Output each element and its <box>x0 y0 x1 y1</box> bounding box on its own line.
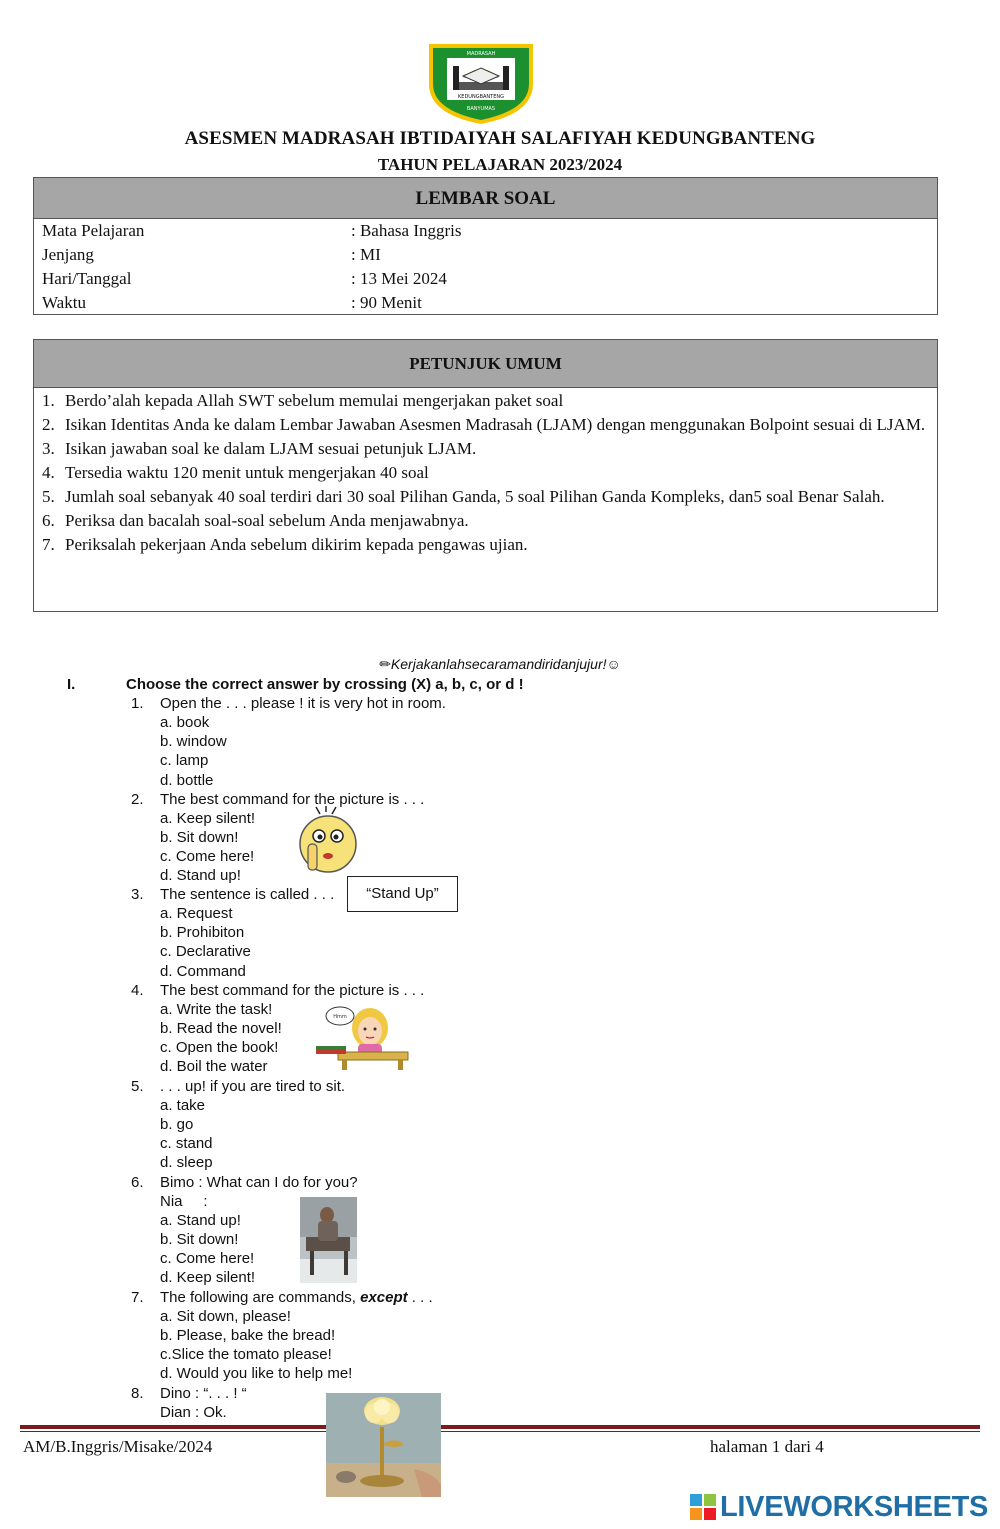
dialog-line: Dian : Ok. <box>160 1404 227 1421</box>
answer-option[interactable]: b. Sit down! <box>160 829 239 846</box>
info-value: : Bahasa Inggris <box>351 221 462 240</box>
answer-option[interactable]: d. sleep <box>160 1154 213 1171</box>
answer-option[interactable]: a. take <box>160 1097 206 1114</box>
lembar-soal-box <box>33 177 938 315</box>
rule-text: Isikan jawaban soal ke dalam LJAM sesuai petunjuk LJAM. <box>65 439 477 458</box>
answer-option[interactable]: a. book <box>160 714 210 731</box>
answer-option[interactable]: b. Sit down! <box>160 1231 239 1248</box>
rule-item <box>34 437 937 461</box>
motto: ✏Kerjakanlahsecaramandiridanjujur!☺ <box>379 656 621 672</box>
question-stem: . . . up! if you are tired to sit. <box>160 1078 346 1095</box>
rule-number: 1. <box>42 391 55 410</box>
answer-option[interactable]: d. bottle <box>160 772 214 789</box>
question-stem: The sentence is called . . . <box>160 886 335 903</box>
stem-text: The following are commands, <box>160 1289 361 1306</box>
section-number: I. <box>67 676 76 693</box>
liveworksheets-logo-icon <box>690 1494 716 1520</box>
rule-number: 4. <box>42 463 55 482</box>
footer-code: AM/B.Inggris/Misake/2024 <box>23 1437 213 1456</box>
stem-emphasis: except <box>360 1289 408 1306</box>
page-number: halaman 1 dari 4 <box>710 1437 824 1456</box>
question-stem: The best command for the picture is . . . <box>160 791 425 808</box>
answer-option[interactable]: b. Prohibiton <box>160 924 245 941</box>
answer-option[interactable]: c. Open the book! <box>160 1039 279 1056</box>
lembar-soal-heading: LEMBAR SOAL <box>34 178 937 219</box>
question-number: 5. <box>131 1078 144 1095</box>
section-title: Choose the correct answer by crossing (X) a, b, c, or d ! <box>126 676 524 693</box>
info-row <box>34 267 937 291</box>
question-stem <box>160 1288 433 1307</box>
answer-option[interactable]: d. Command <box>160 963 246 980</box>
question-number: 6. <box>131 1174 144 1191</box>
question-number: 2. <box>131 791 144 808</box>
info-key: Mata Pelajaran <box>42 221 145 240</box>
stem-text: . . . <box>407 1289 433 1306</box>
rule-text: Isikan Identitas Anda ke dalam Lembar Jawaban Asesmen Madrasah (LJAM) dengan menggunakan Bolpoint sesuai di LJAM. <box>65 415 926 434</box>
answer-option[interactable]: c. Declarative <box>160 943 251 960</box>
answer-option[interactable]: d. Boil the water <box>160 1058 268 1075</box>
rule-item <box>34 461 937 485</box>
liveworksheets-text: LIVEWORKSHEETS <box>720 1490 989 1523</box>
liveworksheets-watermark <box>690 1490 988 1524</box>
rule-number: 2. <box>42 415 55 434</box>
person-photo <box>300 1197 357 1283</box>
question-number: 8. <box>131 1385 144 1402</box>
stand-up-box: “Stand Up” <box>347 876 458 912</box>
petunjuk-umum-box <box>33 339 938 612</box>
answer-option[interactable]: b. Please, bake the bread! <box>160 1327 336 1344</box>
rule-number: 7. <box>42 535 55 554</box>
rule-number: 3. <box>42 439 55 458</box>
rule-text: Jumlah soal sebanyak 40 soal terdiri dari 30 soal Pilihan Ganda, 5 soal Pilihan Ganda Kompleks, dan5 soal Benar Salah. <box>65 487 885 506</box>
answer-option[interactable]: a. Keep silent! <box>160 810 256 827</box>
info-row <box>34 243 937 267</box>
crest-text-top: MADRASAH <box>466 51 496 57</box>
info-value: : 90 Menit <box>351 293 422 312</box>
question-number: 7. <box>131 1289 144 1306</box>
answer-option[interactable]: c. stand <box>160 1135 213 1152</box>
shush-face-icon <box>294 806 362 878</box>
crest-text-bottom: BANYUMAS <box>466 106 496 112</box>
crest-text-mid: KEDUNGBANTENG <box>458 94 504 100</box>
thought-bubble-text: Hmm <box>333 1014 347 1020</box>
question-stem: Open the . . . please ! it is very hot in room. <box>160 695 446 712</box>
school-year: TAHUN PELAJARAN 2023/2024 <box>377 155 623 174</box>
rule-text: Tersedia waktu 120 menit untuk mengerjakan 40 soal <box>65 463 429 482</box>
question-stem: The best command for the picture is . . . <box>160 982 425 999</box>
answer-option[interactable]: a. Write the task! <box>160 1001 273 1018</box>
rule-text: Periksa dan bacalah soal-soal sebelum Anda menjawabnya. <box>65 511 469 530</box>
footer-rule <box>20 1431 980 1432</box>
rule-item <box>34 389 937 413</box>
rule-text: Periksalah pekerjaan Anda sebelum dikirim kepada pengawas ujian. <box>65 535 528 554</box>
answer-option[interactable]: c. Come here! <box>160 848 255 865</box>
answer-option[interactable]: a. Sit down, please! <box>160 1308 291 1325</box>
rule-item <box>34 533 937 557</box>
question-number: 4. <box>131 982 144 999</box>
answer-option[interactable]: c. Come here! <box>160 1250 255 1267</box>
info-key: Jenjang <box>42 245 94 264</box>
rule-text: Berdo’alah kepada Allah SWT sebelum memulai mengerjakan paket soal <box>65 391 564 410</box>
answer-option[interactable]: d. Stand up! <box>160 867 241 884</box>
answer-option[interactable]: c.Slice the tomato please! <box>160 1346 332 1363</box>
rule-item <box>34 413 937 437</box>
answer-option[interactable]: b. window <box>160 733 227 750</box>
answer-option[interactable]: b. Read the novel! <box>160 1020 282 1037</box>
rules-list <box>34 388 937 557</box>
answer-option[interactable]: b. go <box>160 1116 194 1133</box>
answer-option[interactable]: d. Keep silent! <box>160 1269 256 1286</box>
madrasah-crest-icon <box>423 38 539 126</box>
answer-option[interactable]: d. Would you like to help me! <box>160 1365 353 1382</box>
info-row <box>34 291 937 315</box>
question-stem: Bimo : What can I do for you? <box>160 1174 358 1191</box>
info-row <box>34 219 937 243</box>
petunjuk-heading: PETUNJUK UMUM <box>34 340 937 388</box>
footer-rule <box>20 1425 980 1429</box>
question-number: 1. <box>131 695 144 712</box>
info-value: : MI <box>351 245 381 264</box>
info-key: Hari/Tanggal <box>42 269 132 288</box>
info-value: : 13 Mei 2024 <box>351 269 447 288</box>
rule-number: 5. <box>42 487 55 506</box>
rule-item <box>34 485 937 509</box>
question-stem: Dino : “. . . ! “ <box>160 1385 247 1402</box>
answer-option[interactable]: a. Stand up! <box>160 1212 241 1229</box>
info-key: Waktu <box>42 293 86 312</box>
answer-option[interactable]: a. Request <box>160 905 233 922</box>
rule-item <box>34 509 937 533</box>
girl-thinking-at-desk-icon <box>312 1002 412 1070</box>
flower-photo <box>326 1393 441 1497</box>
question-number: 3. <box>131 886 144 903</box>
dialog-line: Nia : <box>160 1193 208 1210</box>
document-title: ASESMEN MADRASAH IBTIDAIYAH SALAFIYAH KEDUNGBANTENG <box>184 128 816 149</box>
rule-number: 6. <box>42 511 55 530</box>
answer-option[interactable]: c. lamp <box>160 752 209 769</box>
